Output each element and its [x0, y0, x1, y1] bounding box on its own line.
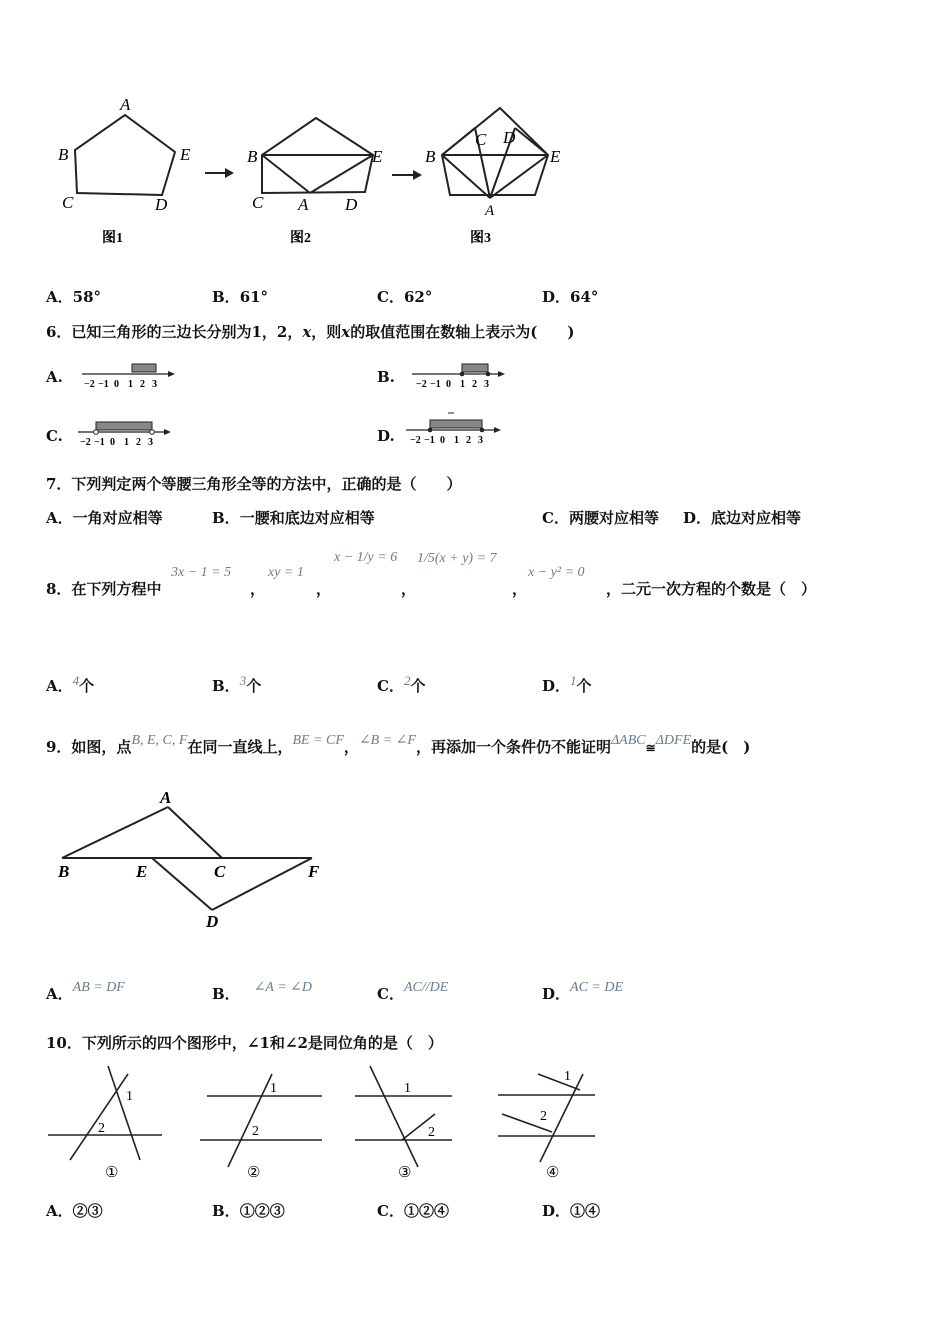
- q5-option-a[interactable]: A．58°: [46, 288, 102, 306]
- fig3-label-B: B: [425, 147, 436, 166]
- svg-text:−1: −1: [98, 379, 109, 390]
- fig3-label-E: E: [550, 147, 561, 166]
- q9-label-A: A: [160, 788, 172, 807]
- svg-text:2: 2: [472, 379, 477, 390]
- fig2-caption: 图2: [290, 231, 311, 246]
- svg-text:−1: −1: [430, 379, 441, 390]
- q8-eq-4: 1/5(x + y) = 7: [417, 551, 497, 566]
- fig1-label-A: A: [120, 95, 131, 114]
- q5-option-b[interactable]: B．61°: [212, 288, 269, 306]
- svg-text:0: 0: [114, 379, 119, 390]
- svg-text:−1: −1: [424, 435, 435, 446]
- svg-text:3: 3: [478, 435, 483, 446]
- q6-option-c[interactable]: C.: [46, 427, 63, 445]
- svg-text:3: 3: [152, 379, 157, 390]
- q10-fig-4-number: ④: [546, 1165, 560, 1181]
- q10-option-a[interactable]: A．②③: [46, 1202, 103, 1220]
- q9-stem: 9．如图，点B, E, C, F在同一直线上，BE = CF，∠B = ∠F，再添加一个条件仍不能证明ΔABC≅ΔDFE的是( ): [46, 733, 751, 756]
- q6-numberline-a: [80, 360, 180, 392]
- svg-text:2: 2: [140, 379, 145, 390]
- q8-sep: ，: [250, 580, 266, 598]
- fig1-label-C: C: [62, 193, 74, 212]
- svg-text:−2: −2: [80, 437, 91, 448]
- q6-numberline-c: [76, 416, 176, 448]
- svg-text:2: 2: [428, 1125, 435, 1140]
- q8-sep: ，: [512, 580, 528, 598]
- svg-text:1: 1: [564, 1069, 571, 1084]
- q8-option-b[interactable]: B．$^3$个: [212, 673, 262, 695]
- q10-fig-2-number: ②: [247, 1165, 261, 1181]
- q5-option-c[interactable]: C．62°: [377, 288, 433, 306]
- q7-option-a[interactable]: A．一角对应相等: [46, 509, 163, 527]
- fig2-label-A: A: [298, 195, 309, 214]
- arrow-1-head: [225, 168, 234, 178]
- q9-option-a[interactable]: A．AB = DF: [46, 980, 125, 1003]
- svg-text:2: 2: [540, 1109, 547, 1124]
- q9-option-c[interactable]: C．AC//DE: [377, 980, 449, 1003]
- fig1-caption: 图1: [102, 231, 123, 246]
- fig2-label-C: C: [252, 193, 264, 212]
- q7-option-c[interactable]: C．两腰对应相等: [542, 509, 659, 527]
- q6-option-b[interactable]: B.: [377, 368, 395, 386]
- svg-text:1: 1: [128, 379, 133, 390]
- svg-text:2: 2: [98, 1121, 105, 1136]
- q10-option-b[interactable]: B．①②③: [212, 1202, 285, 1220]
- q9-label-B: B: [58, 862, 70, 881]
- q7-option-d[interactable]: D．底边对应相等: [683, 509, 802, 527]
- q10-fig-3-number: ③: [398, 1165, 412, 1181]
- q5-figures: [40, 90, 600, 260]
- svg-text:1: 1: [126, 1089, 133, 1104]
- arrow-2-head: [413, 170, 422, 180]
- q7-option-b[interactable]: B．一腰和底边对应相等: [212, 509, 375, 527]
- svg-text:2: 2: [136, 437, 141, 448]
- q8-eq-5: x − y² = 0: [528, 565, 585, 580]
- q6-numberline-d: [404, 410, 508, 446]
- q10-option-d[interactable]: D．①④: [542, 1202, 601, 1220]
- fig3-label-A: A: [485, 203, 495, 219]
- q10-figures: [40, 1062, 620, 1187]
- q6-option-d[interactable]: D.: [377, 427, 395, 445]
- q8-option-d[interactable]: D．$^1$个: [542, 673, 592, 695]
- fig2-label-D: D: [345, 195, 358, 214]
- q10-option-c[interactable]: C．①②④: [377, 1202, 449, 1220]
- fig1-label-B: B: [58, 145, 69, 164]
- q9-label-D: D: [206, 912, 219, 931]
- q8-option-c[interactable]: C．$^2$个: [377, 673, 426, 695]
- svg-text:0: 0: [446, 379, 451, 390]
- q8-option-a[interactable]: A．$^4$个: [46, 673, 95, 695]
- svg-text:1: 1: [460, 379, 465, 390]
- q9-label-E: E: [136, 862, 148, 881]
- q10-fig-1-number: ①: [105, 1165, 119, 1181]
- svg-text:−2: −2: [416, 379, 427, 390]
- svg-text:1: 1: [270, 1081, 277, 1096]
- svg-text:0: 0: [110, 437, 115, 448]
- q8-stem-prefix: 8．在下列方程中: [46, 580, 162, 598]
- q8-sep: ，: [316, 580, 332, 598]
- q6-numberline-b: [410, 360, 510, 392]
- q8-stem-suffix: ，二元一次方程的个数是（ ）: [606, 580, 817, 598]
- q8-eq-1: 3x − 1 = 5: [171, 565, 232, 580]
- q7-stem: 7．下列判定两个等腰三角形全等的方法中，正确的是（ ）: [46, 475, 462, 493]
- fig2-label-E: E: [372, 147, 383, 166]
- q9-option-d[interactable]: D．AC = DE: [542, 980, 624, 1003]
- fig1-label-D: D: [155, 195, 168, 214]
- svg-text:−2: −2: [84, 379, 95, 390]
- svg-text:−2: −2: [410, 435, 421, 446]
- fig3-label-D: D: [503, 128, 516, 147]
- q8-eq-2: xy = 1: [268, 565, 304, 580]
- fig1-label-E: E: [180, 145, 191, 164]
- q9-figure: [50, 785, 340, 935]
- q10-stem: 10．下列所示的四个图形中，∠1和∠2是同位角的是（ ）: [46, 1034, 443, 1052]
- svg-text:3: 3: [484, 379, 489, 390]
- svg-text:2: 2: [252, 1124, 259, 1139]
- svg-text:3: 3: [148, 437, 153, 448]
- q9-label-C: C: [214, 862, 226, 881]
- q6-stem: 6．已知三角形的三边长分别为1，2，x，则x的取值范围在数轴上表示为( ): [46, 323, 575, 341]
- svg-text:0: 0: [440, 435, 445, 446]
- fig2-label-B: B: [247, 147, 258, 166]
- svg-text:−1: −1: [94, 437, 105, 448]
- svg-text:1: 1: [124, 437, 129, 448]
- q9-option-b[interactable]: B． ∠A = ∠D: [212, 980, 313, 1003]
- q6-option-a[interactable]: A.: [46, 368, 63, 386]
- svg-text:2: 2: [466, 435, 471, 446]
- fig3-caption: 图3: [470, 231, 491, 246]
- fig1-pentagon: [75, 115, 175, 195]
- q8-eq-3: x − 1/y = 6: [334, 550, 398, 565]
- svg-text:1: 1: [454, 435, 459, 446]
- q8-sep: ，: [401, 580, 417, 598]
- svg-text:1: 1: [404, 1081, 411, 1096]
- q9-label-F: F: [308, 862, 320, 881]
- fig3-label-C: C: [475, 130, 487, 149]
- q5-option-d[interactable]: D．64°: [542, 288, 599, 306]
